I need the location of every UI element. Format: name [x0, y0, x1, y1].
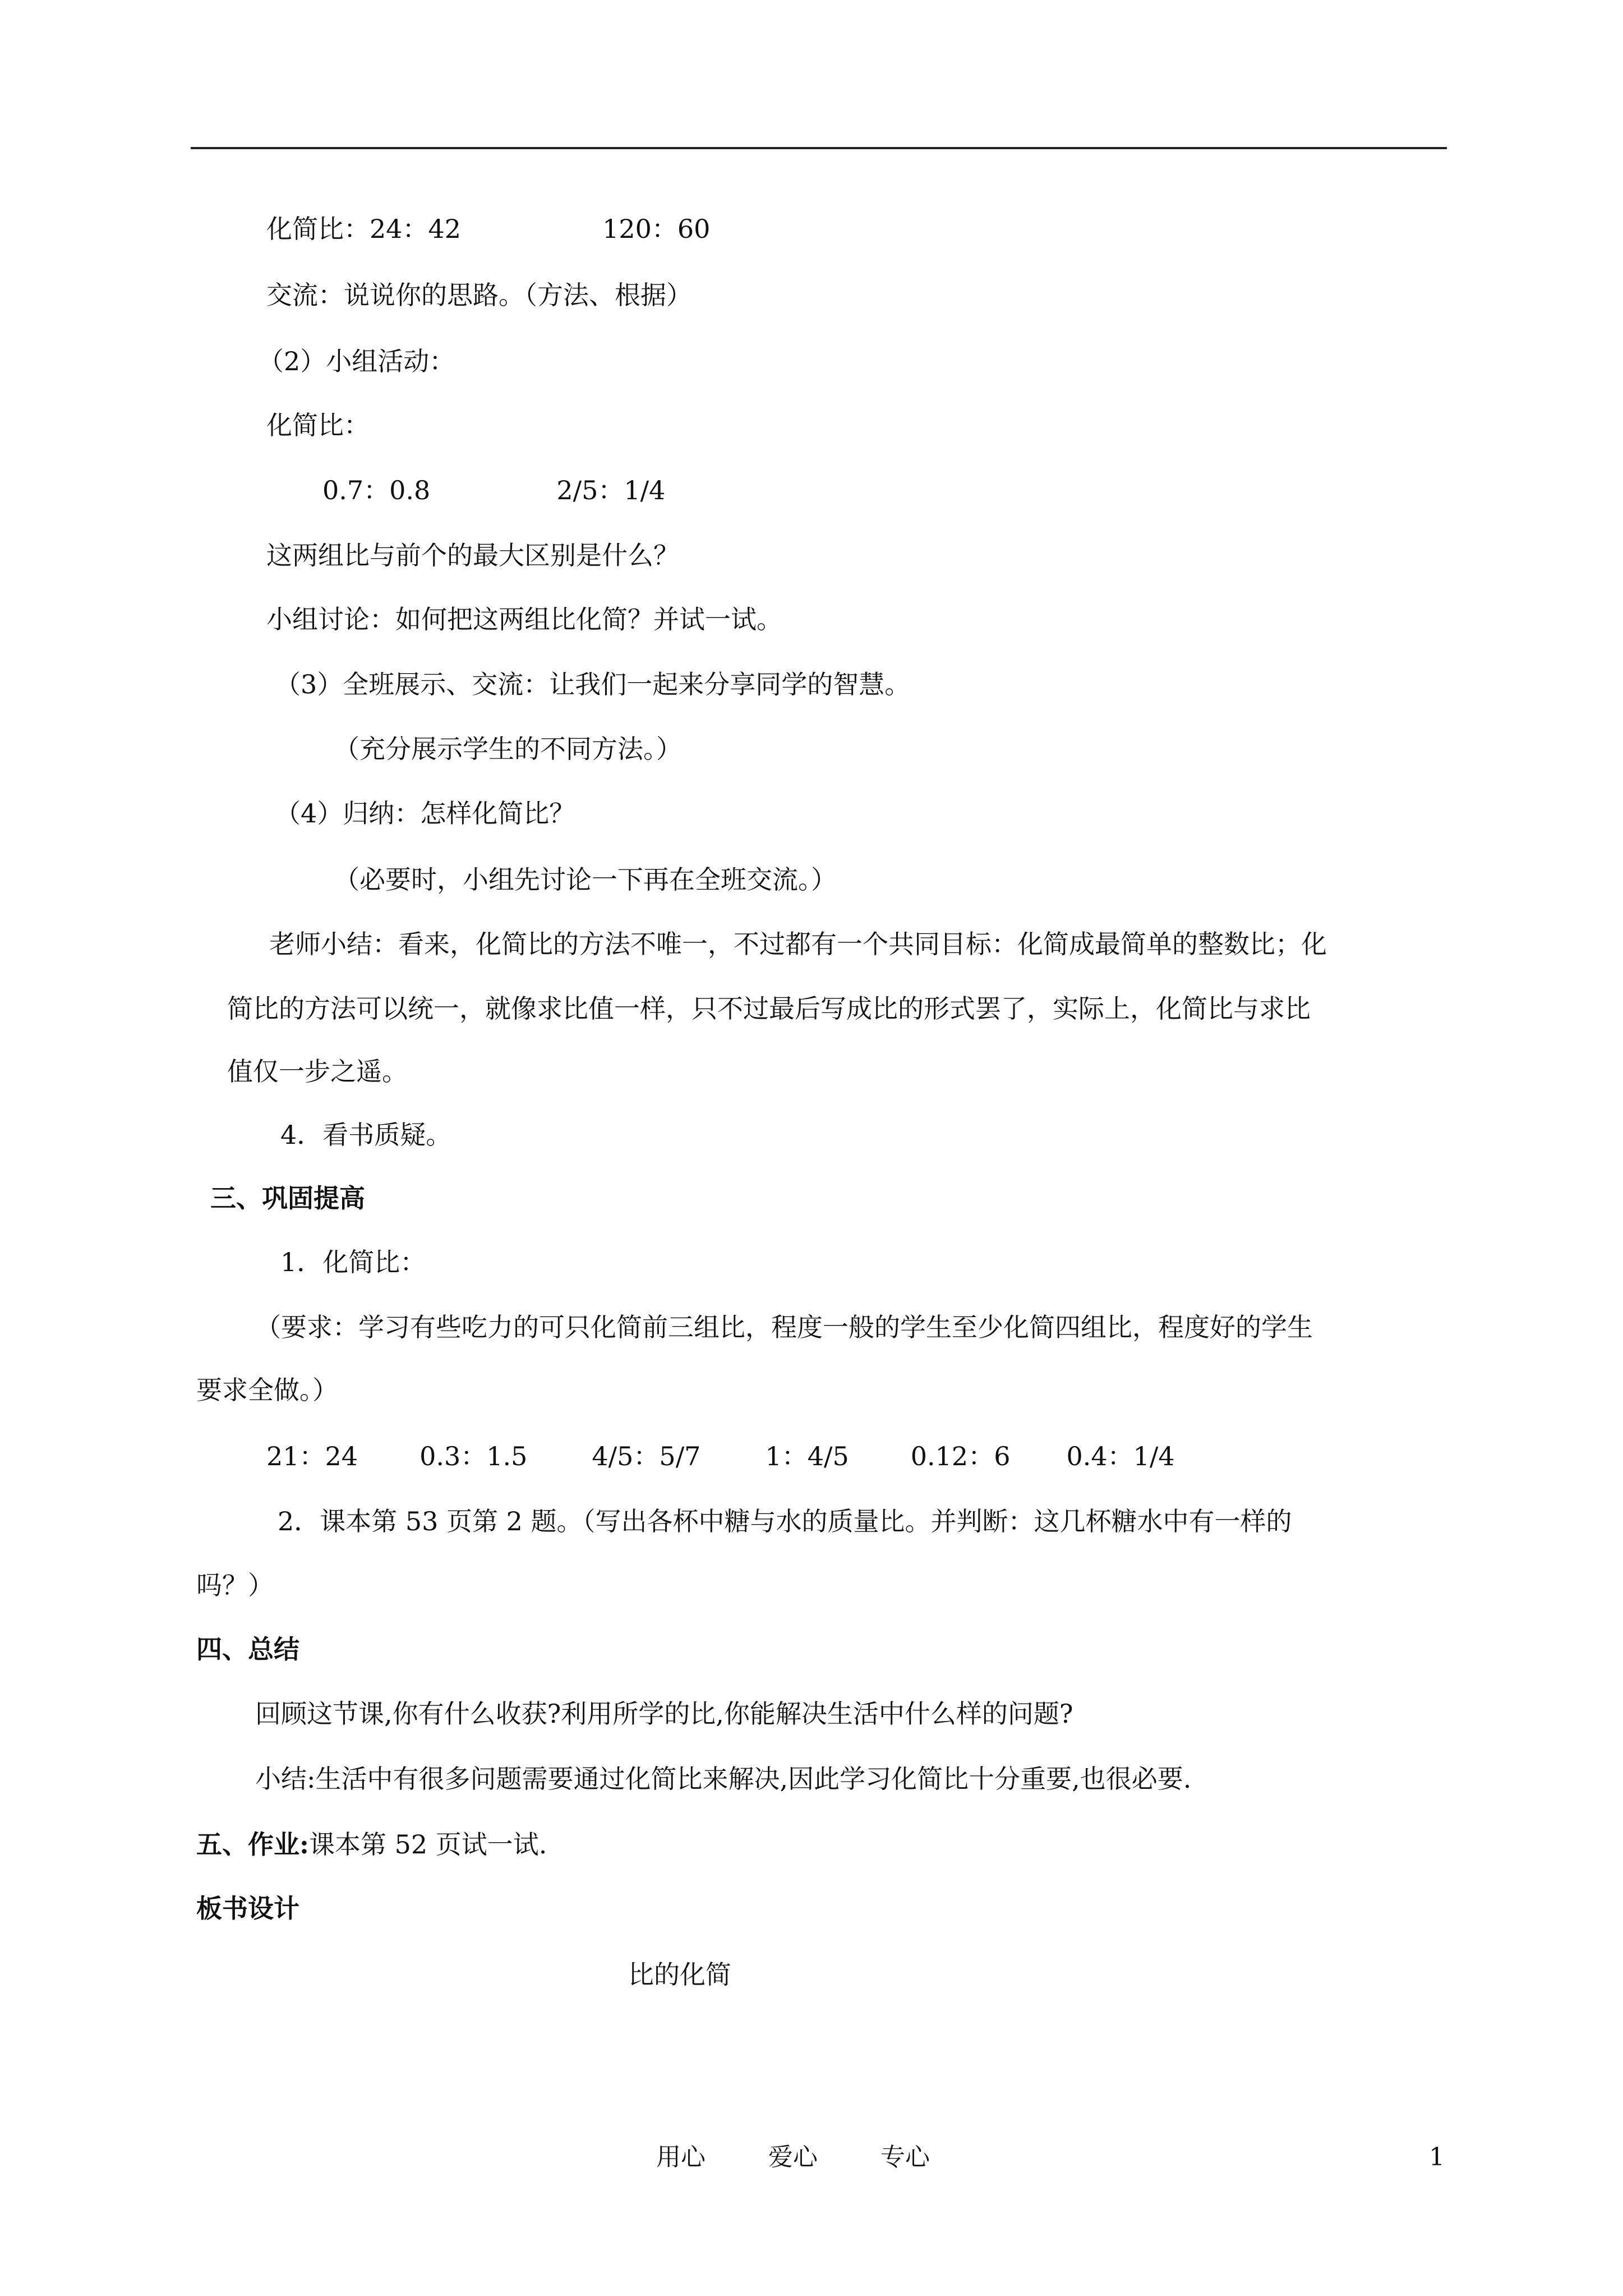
text-line-21: 吗？）: [196, 1570, 274, 1600]
text-line-1: [266, 212, 710, 246]
ratio-item: 0.12：6: [910, 1441, 1011, 1471]
text-line-12: 老师小结：看来，化简比的方法不唯一，不过都有一个共同目标：化简成最简单的整数比；化: [269, 929, 1327, 959]
homework-text: 课本第 52 页试一试.: [308, 1829, 547, 1860]
text-line-15: 4．看书质疑。: [280, 1120, 452, 1150]
section-heading-board: 板书设计: [196, 1893, 299, 1924]
text-line-10: （4）归纳：怎样化简比？: [275, 798, 575, 829]
text-line-23: 小结:生活中有很多问题需要通过化简比来解决,因此学习化简比十分重要,也很必要.: [255, 1764, 1192, 1794]
text-line-9: （充分展示学生的不同方法。）: [334, 734, 682, 764]
text-line-8: （3）全班展示、交流：让我们一起来分享同学的智慧。: [275, 669, 911, 700]
text-line-3: （2）小组活动：: [258, 346, 455, 376]
board-title: 比的化简: [628, 1959, 731, 1990]
text-line-11: （必要时，小组先讨论一下再在全班交流。）: [334, 864, 837, 895]
text-line-14: 值仅一步之遥。: [227, 1056, 408, 1087]
text-line-13: 简比的方法可以统一，就像求比值一样，只不过最后写成比的形式罢了，实际上，化简比与求比: [227, 993, 1311, 1024]
text-line-5: [322, 473, 665, 507]
homework-label: 五、作业:: [196, 1829, 309, 1860]
ratio-24-42: 化简比：24：42: [266, 214, 462, 244]
section-heading-3: 三、巩固提高: [210, 1183, 365, 1213]
text-line-2: 交流：说说你的思路。（方法、根据）: [266, 280, 692, 310]
footer-text-3: 专心: [880, 2143, 930, 2171]
header-rule: [191, 147, 1447, 149]
section-heading-4: 四、总结: [196, 1634, 299, 1664]
text-line-7: 小组讨论：如何把这两组比化简？并试一试。: [266, 604, 782, 634]
ratio-2/5-1/4: 2/5：1/4: [556, 475, 666, 505]
section-heading-5: [196, 1828, 547, 1861]
ratio-0.7-0.8: 0.7：0.8: [322, 475, 431, 505]
ratio-item: 0.4：1/4: [1066, 1441, 1175, 1471]
footer-text-2: 爱心: [768, 2143, 818, 2171]
ratio-item: 1：4/5: [765, 1441, 849, 1471]
text-line-20: 2．课本第 53 页第 2 题。（写出各杯中糖与水的质量比。并判断：这几杯糖水中有一样的: [278, 1506, 1292, 1536]
text-line-18: 要求全做。）: [196, 1375, 338, 1405]
ratio-item: 21：24: [266, 1441, 358, 1471]
ratio-120-60: 120：60: [602, 214, 711, 244]
text-line-17: （要求：学习有些吃力的可只化简前三组比，程度一般的学生至少化简四组比，程度好的学生: [255, 1312, 1313, 1342]
footer-text-1: 用心: [656, 2143, 706, 2171]
text-line-4: 化简比：: [266, 410, 370, 440]
page-number: 1: [1429, 2143, 1445, 2171]
text-line-22: 回顾这节课,你有什么收获?利用所学的比,你能解决生活中什么样的问题?: [255, 1699, 1073, 1729]
text-line-6: 这两组比与前个的最大区别是什么？: [266, 540, 679, 570]
text-line-16: 1．化简比：: [280, 1247, 426, 1277]
ratio-exercise-row: [266, 1439, 1175, 1473]
ratio-item: 4/5：5/7: [592, 1441, 701, 1471]
ratio-item: 0.3：1.5: [419, 1441, 528, 1471]
